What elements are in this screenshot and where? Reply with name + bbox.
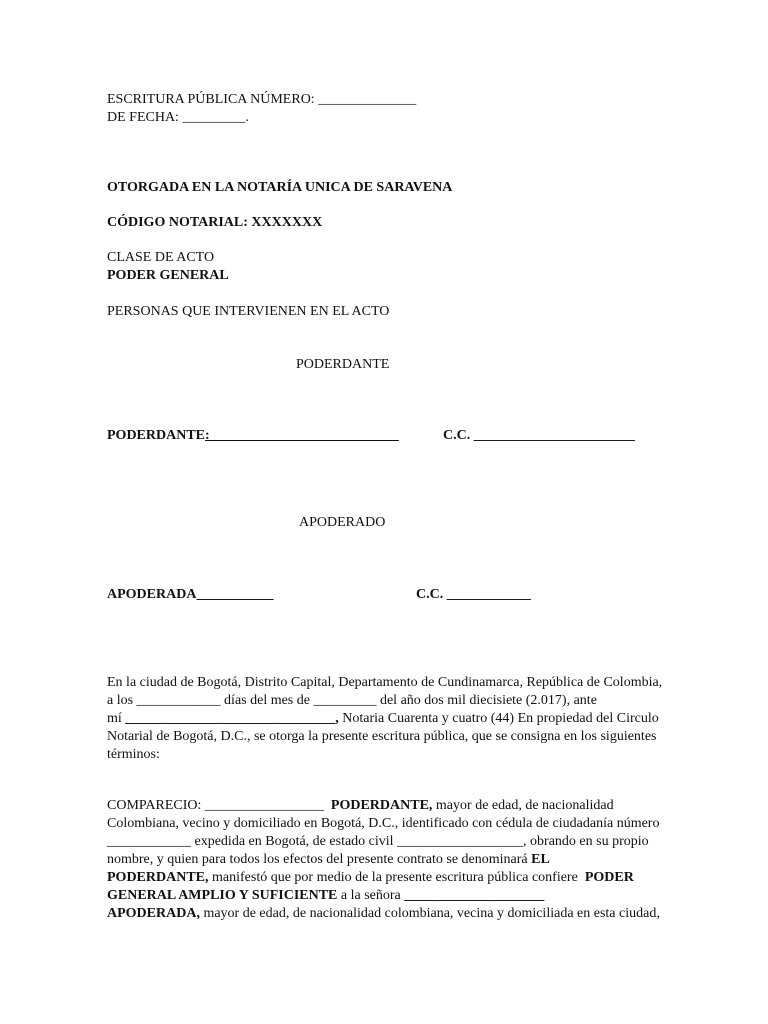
paragraph-line [107,905,660,923]
bold-run: PODERDANTE, [107,870,209,885]
paragraph-line: ____________ expedida en Bogotá, de estado civil __________________, obrando en su propio [107,834,649,849]
text-run: mí [107,711,126,726]
text-run: mayor de edad, de nacionalidad colombiana, vecina y domiciliada en esta ciudad, [199,906,660,921]
bold-run: PODERDANTE, [330,798,433,813]
bold-run: EL [531,852,550,867]
paragraph-line [107,887,544,905]
personas-heading: PERSONAS QUE INTERVIENEN EN EL ACTO [107,304,390,319]
apoderada-name-field: ___________ [196,587,274,602]
text-run: mayor de edad, de nacionalidad [432,798,614,813]
paragraph-line [107,797,614,815]
bold-run: ____________________ [404,888,545,903]
poderdante-heading: PODERDANTE [296,357,390,372]
paragraph-line: términos: [107,747,160,762]
clase-acto-value: PODER GENERAL [107,268,229,283]
apoderado-heading: APODERADO [299,515,386,530]
paragraph-line: Notarial de Bogotá, D.C., se otorga la presente escritura pública, que se consigna en los siguientes [107,729,657,744]
text-run: manifestó que por medio de la presente escritura pública confiere [208,870,585,885]
bold-run: PODER [584,870,634,885]
fecha-line: DE FECHA: _________. [107,110,249,125]
codigo-notarial-line: CÓDIGO NOTARIAL: XXXXXXX [107,215,323,230]
paragraph-line [107,851,550,869]
clase-acto-label: CLASE DE ACTO [107,250,215,265]
bold-run: GENERAL AMPLIO Y SUFICIENTE [107,888,338,903]
poderdante-label: PODERDANTE [107,428,206,443]
text-run: COMPARECIO: _________________ [107,798,331,813]
apoderada-label: APODERADA [107,587,197,602]
text-run: nombre, y quien para todos los efectos del presente contrato se denominará [107,852,532,867]
paragraph-line: En la ciudad de Bogotá, Distrito Capital, Departamento de Cundinamarca, República de Colombia, [107,675,663,690]
notary-name-blank: ______________________________, [125,711,339,726]
apoderada-cc: C.C. ____________ [416,587,531,602]
paragraph-line [107,869,634,887]
bold-run: APODERADA, [107,906,200,921]
text-run: a la señora [337,888,405,903]
poderdante-cc: C.C. _______________________ [443,428,635,443]
paragraph-line: a los ____________ días del mes de _________ del año dos mil diecisiete (2.017), ante [107,693,597,708]
otorgada-line: OTORGADA EN LA NOTARÍA UNICA DE SARAVENA [107,180,453,195]
paragraph-line: Colombiana, vecino y domiciliado en Bogotá, D.C., identificado con cédula de ciudadanía número [107,816,660,831]
apoderada-row [107,586,273,604]
poderdante-row [107,427,399,445]
poderdante-name-field: :___________________________ [205,428,399,443]
text-run: Notaria Cuarenta y cuatro (44) En propiedad del Circulo [338,711,659,726]
escritura-numero-line: ESCRITURA PÚBLICA NÚMERO: ______________ [107,92,417,107]
paragraph-line [107,710,659,728]
